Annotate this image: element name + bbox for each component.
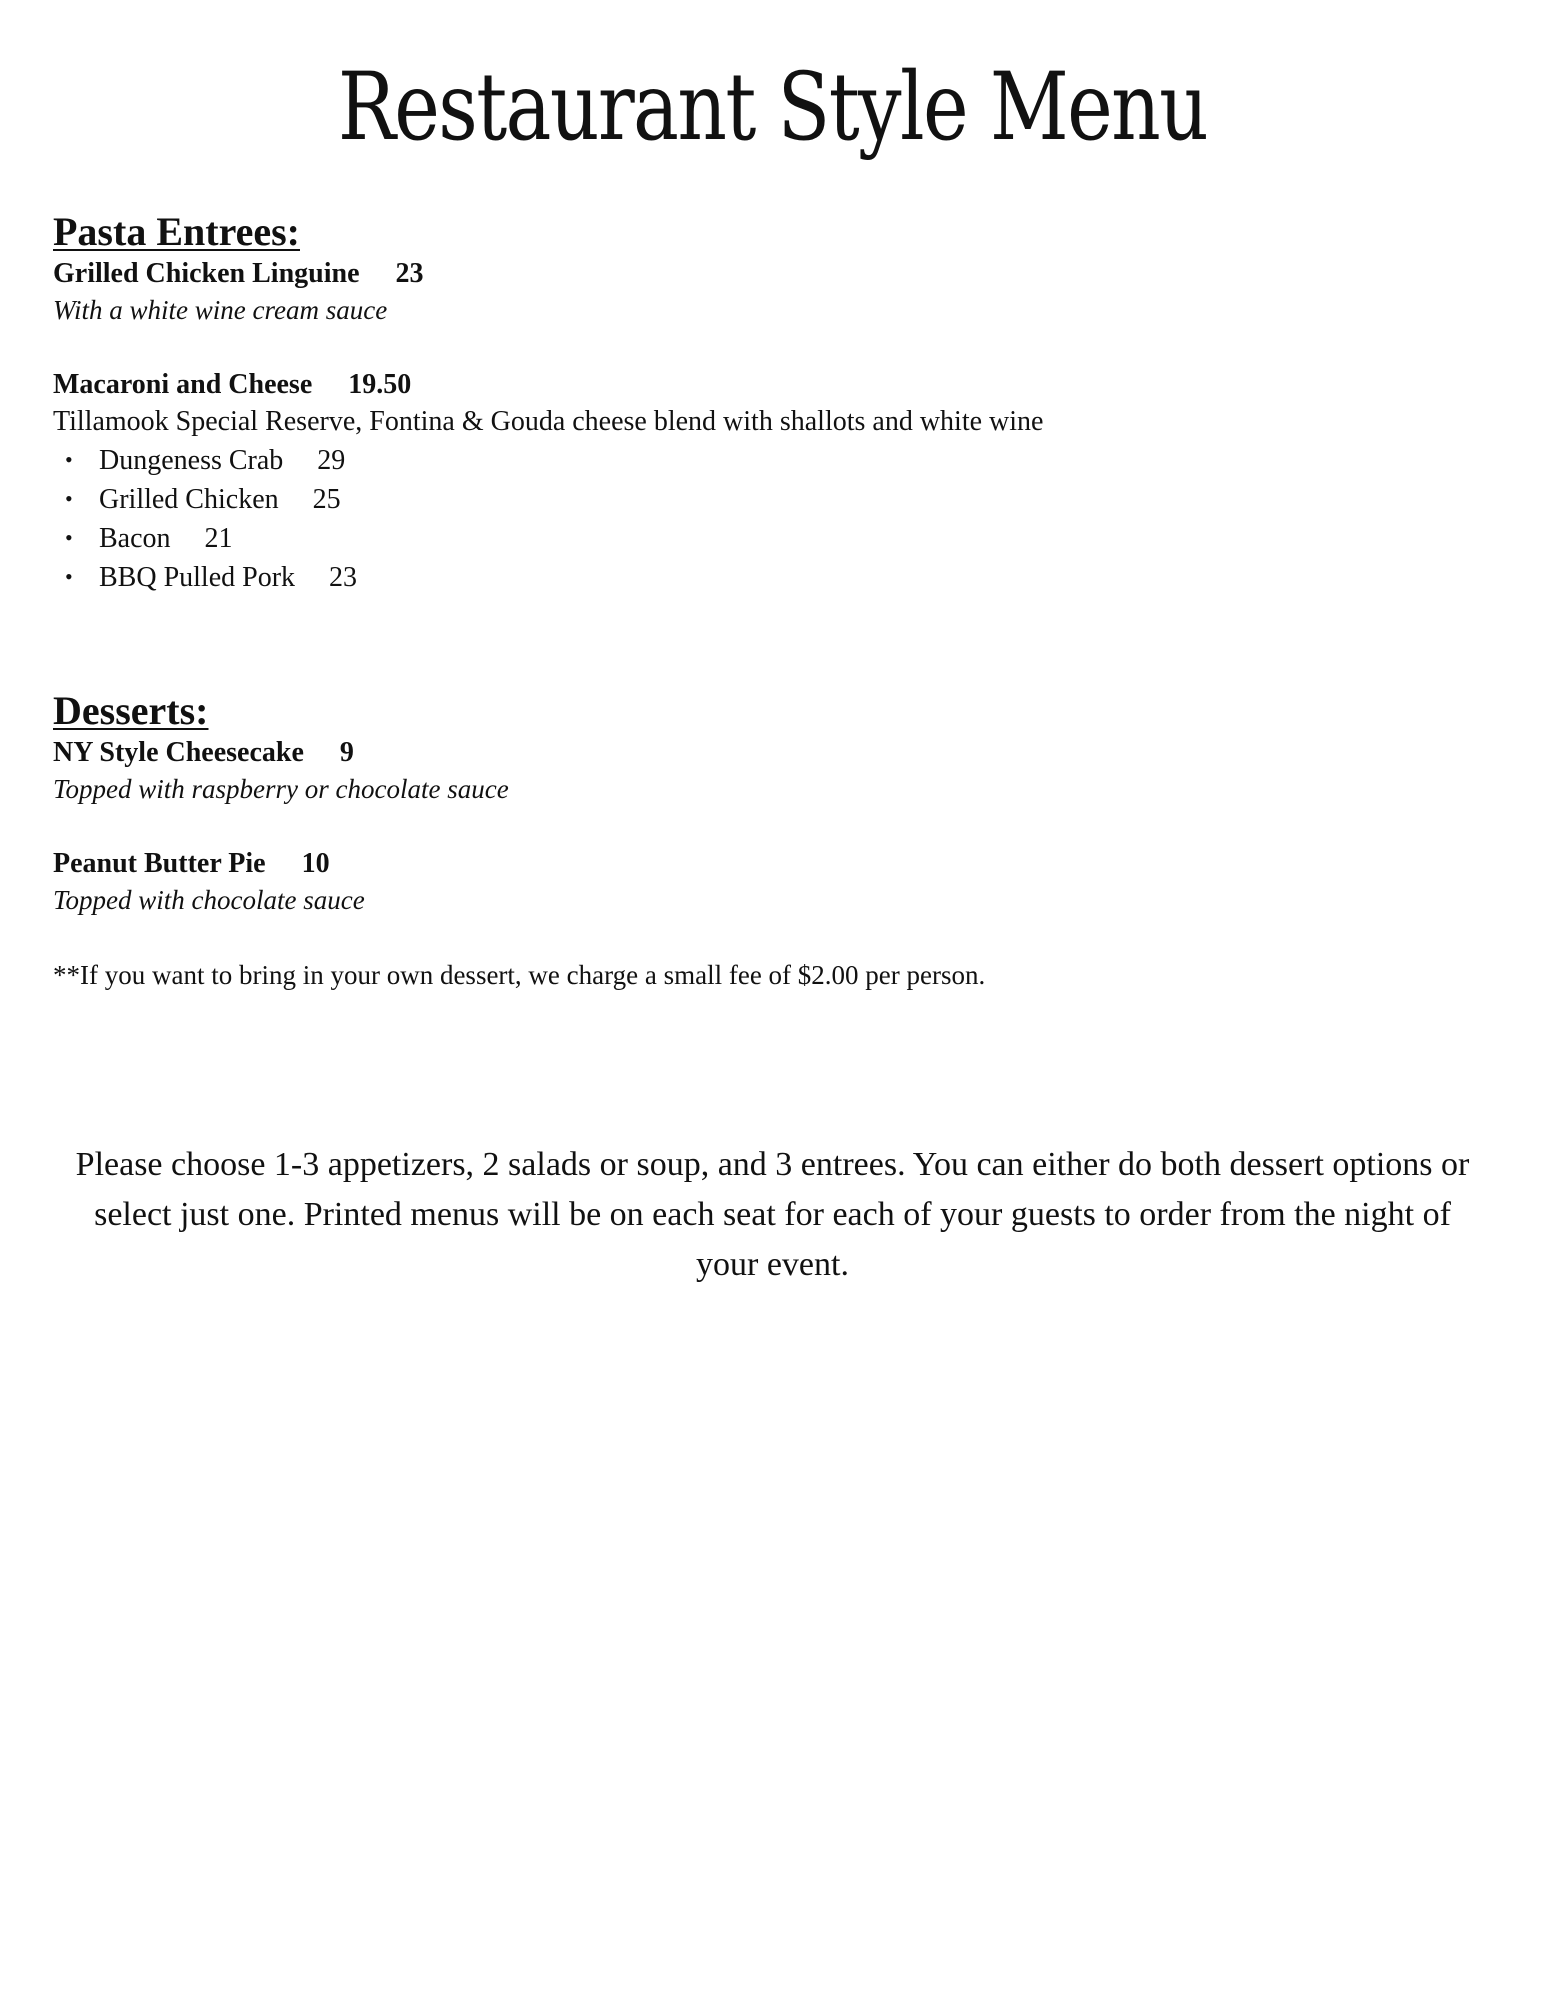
addon-price: 25 (312, 484, 341, 515)
item-name: Grilled Chicken Linguine (53, 258, 360, 289)
item-description: Topped with chocolate sauce (53, 885, 365, 915)
item-title-line (53, 846, 1493, 882)
addon-name: BBQ Pulled Pork (99, 562, 296, 593)
menu-item-ny-style-cheesecake (53, 735, 1493, 808)
addon-item (65, 480, 1493, 519)
addon-item (65, 519, 1493, 558)
item-name: Macaroni and Cheese (53, 369, 313, 400)
pasta-section (53, 210, 1493, 597)
addon-name: Dungeness Crab (99, 445, 284, 476)
spacer (53, 919, 1493, 957)
item-price: 10 (301, 848, 330, 879)
menu-content (53, 210, 1493, 993)
desserts-heading: Desserts: (53, 688, 209, 733)
page-title: Restaurant Style Menu (337, 53, 1208, 162)
ordering-instructions: Please choose 1-3 appetizers, 2 salads or soup, and 3 entrees. You can either do both dessert options or select just one. Printed menus will be on each seat for each of your guests to order from the night of your event. (75, 1146, 1470, 1283)
addon-price: 23 (329, 562, 358, 593)
item-name: Peanut Butter Pie (53, 848, 266, 879)
addon-list (53, 441, 1493, 597)
item-name: NY Style Cheesecake (53, 737, 304, 768)
dessert-footnote: **If you want to bring in your own dessert, we charge a small fee of $2.00 per person. (53, 960, 986, 990)
menu-item-macaroni-and-cheese (53, 367, 1493, 597)
bullet-icon: • (65, 525, 73, 550)
addon-name: Grilled Chicken (99, 484, 279, 515)
item-title-line (53, 735, 1493, 771)
item-description: Tillamook Special Reserve, Fontina & Gouda cheese blend with shallots and white wine (53, 406, 1044, 437)
spacer (53, 808, 1493, 846)
addon-price: 21 (204, 523, 233, 554)
bullet-icon: • (65, 486, 73, 511)
item-price: 23 (395, 258, 424, 289)
spacer (53, 329, 1493, 367)
item-title-line (53, 367, 1493, 403)
item-price: 9 (339, 737, 354, 768)
item-price: 19.50 (348, 369, 412, 400)
item-description: With a white wine cream sauce (53, 295, 388, 325)
pasta-heading: Pasta Entrees: (53, 209, 300, 254)
addon-item (65, 441, 1493, 480)
desserts-section (53, 689, 1493, 993)
item-description: Topped with raspberry or chocolate sauce (53, 774, 509, 804)
addon-name: Bacon (99, 523, 171, 554)
addon-item (65, 558, 1493, 597)
menu-item-grilled-chicken-linguine (53, 256, 1493, 329)
bullet-icon: • (65, 447, 73, 472)
item-title-line (53, 256, 1493, 292)
menu-item-peanut-butter-pie (53, 846, 1493, 919)
addon-price: 29 (317, 445, 346, 476)
spacer (53, 597, 1493, 689)
bullet-icon: • (65, 564, 73, 589)
